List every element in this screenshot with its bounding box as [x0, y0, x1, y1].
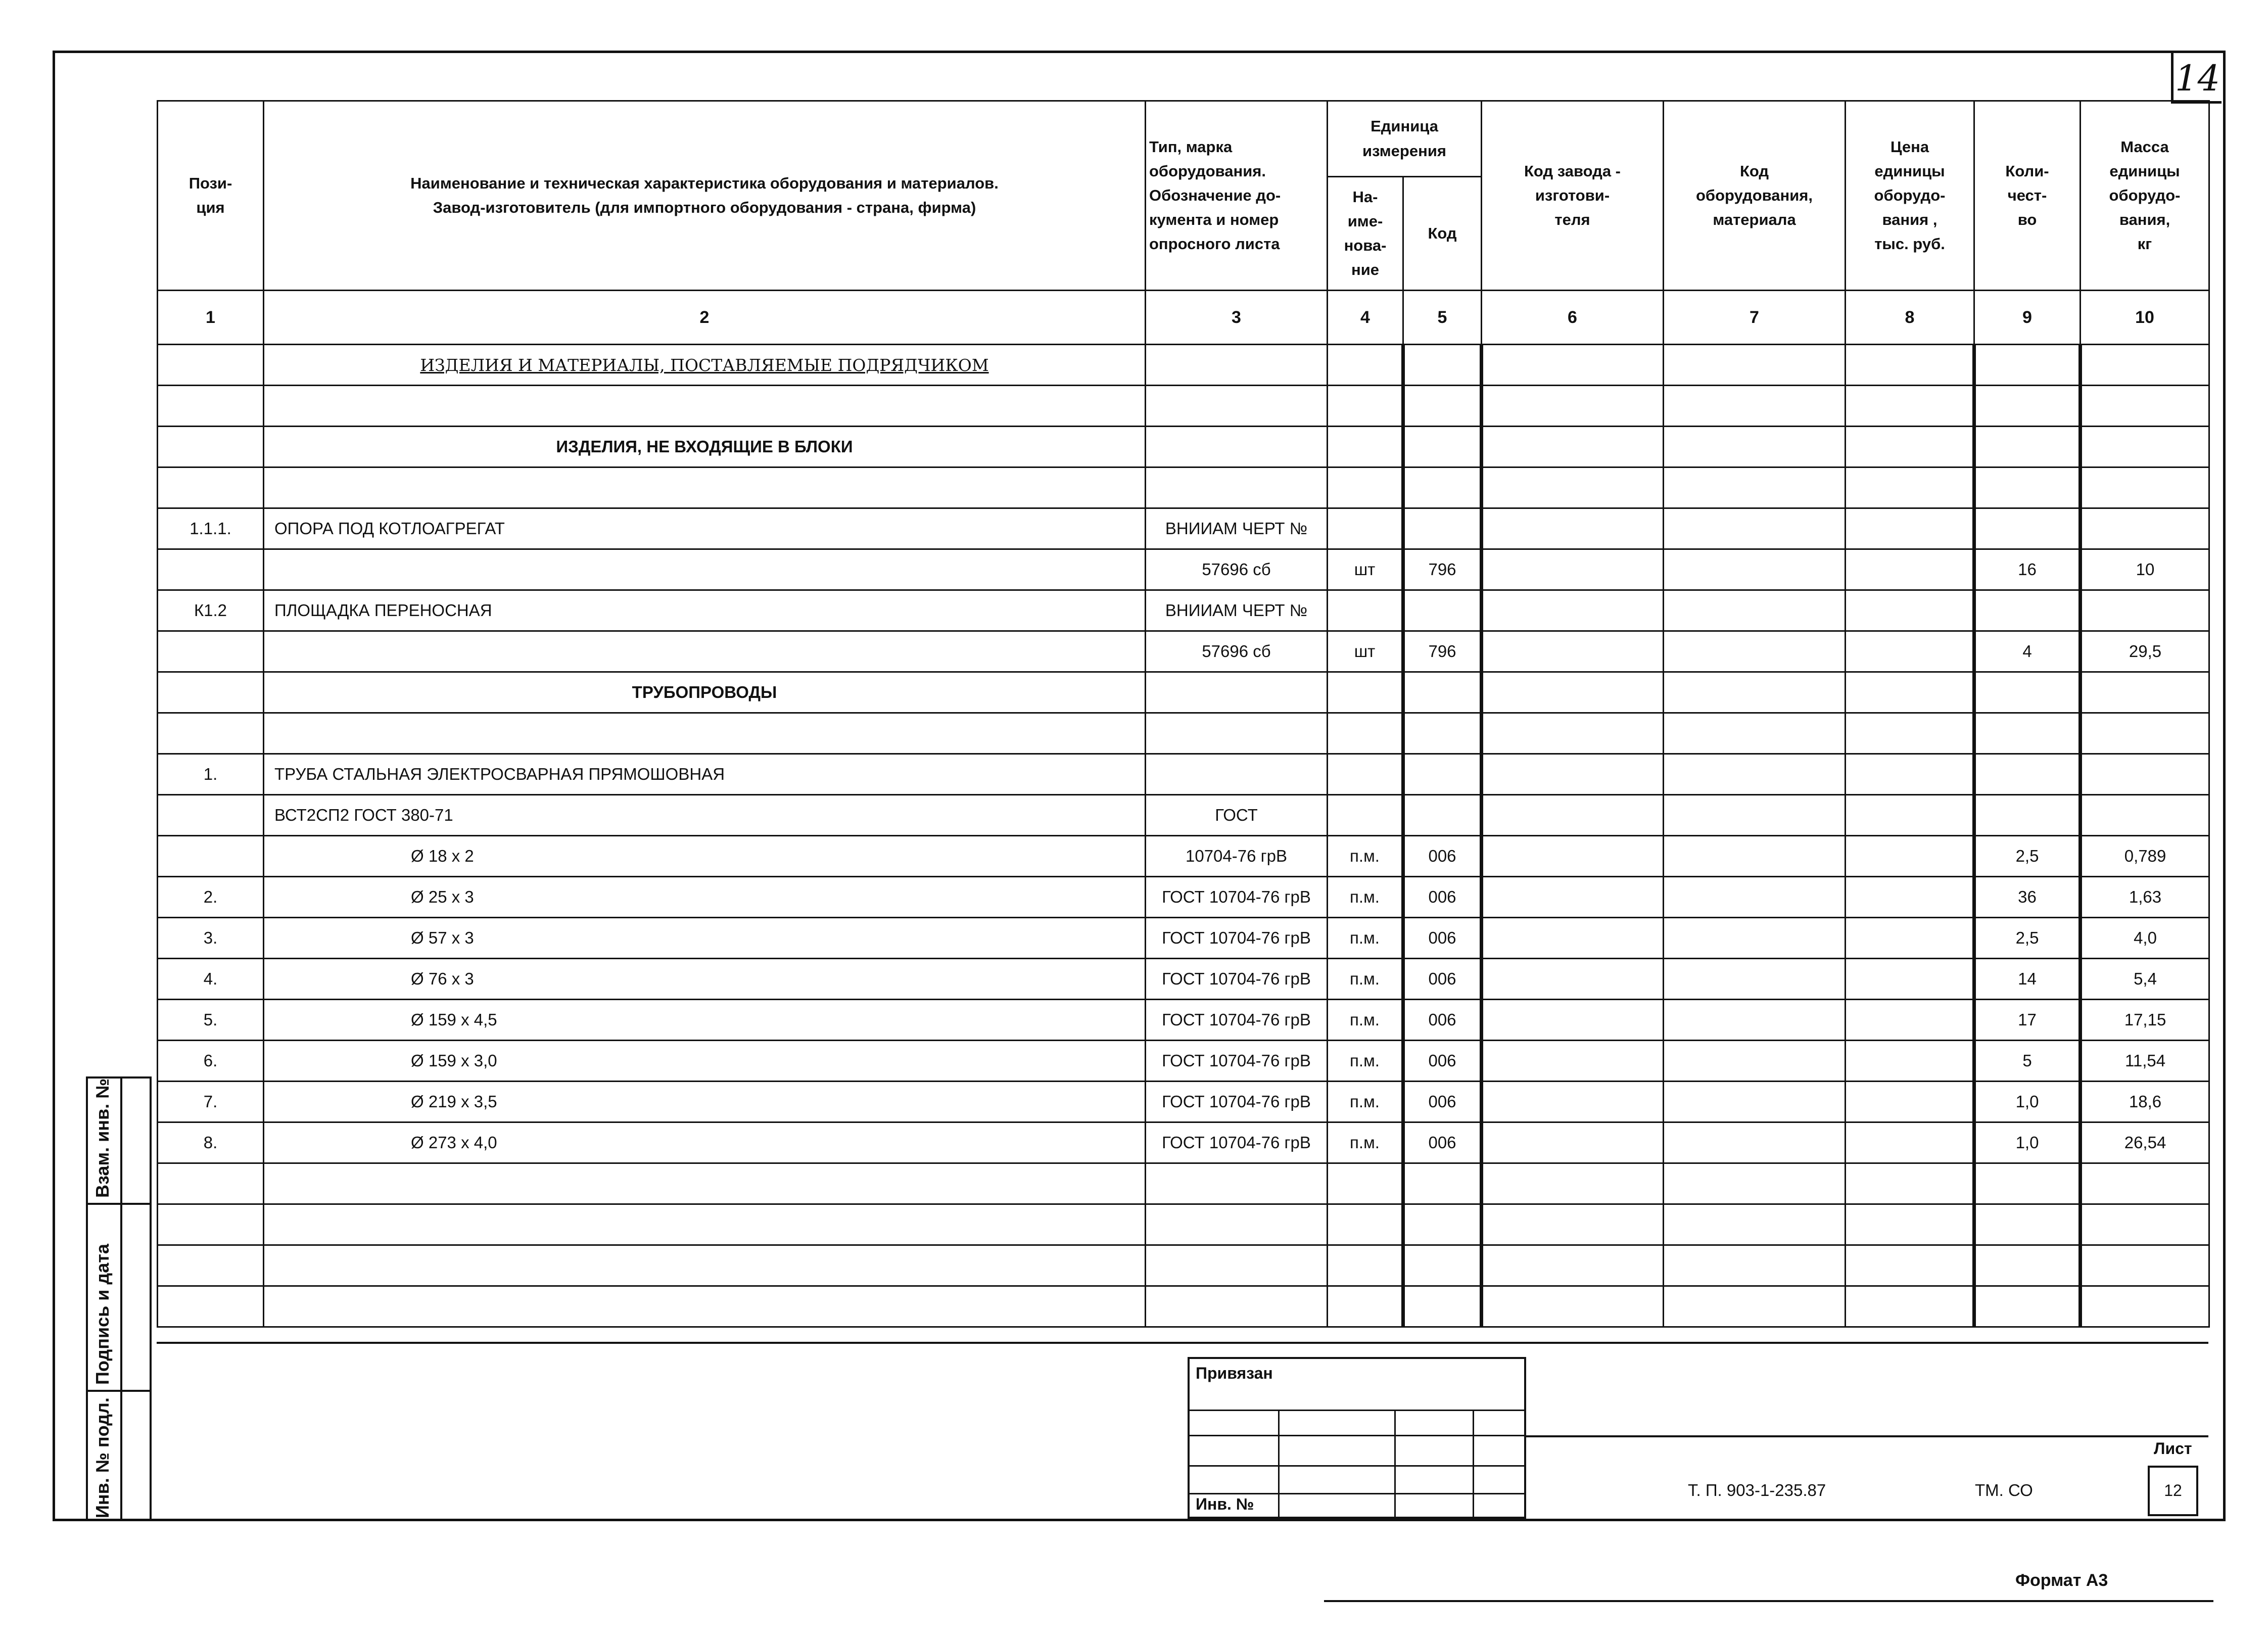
- cell-unit-code: 006: [1403, 877, 1482, 918]
- cell-mass: 11,54: [2081, 1041, 2209, 1082]
- doc-code: Т. П. 903-1-235.87: [1688, 1481, 1826, 1499]
- header-unit-name: На- име- нова- ние: [1328, 177, 1403, 291]
- cell-doc: 10704-76 грВ: [1146, 836, 1328, 877]
- cell-quantity: 1,0: [1974, 1122, 2081, 1163]
- table-row: [158, 631, 2209, 672]
- cell-mass: 17,15: [2081, 1000, 2209, 1041]
- table-row: [158, 427, 2209, 467]
- stamp-inv-number: Инв. №: [1196, 1495, 1254, 1513]
- cell-doc: ГОСТ: [1146, 795, 1328, 836]
- cell-doc: ГОСТ 10704-76 грВ: [1146, 1122, 1328, 1163]
- cell-doc: ГОСТ 10704-76 грВ: [1146, 1082, 1328, 1122]
- cell-pipe-dimension: Ø 273 x 4,0: [264, 1122, 1146, 1163]
- cell-name: ПЛОЩАДКА ПЕРЕНОСНАЯ: [264, 590, 1146, 631]
- sheet-handwritten-mark: 14: [2171, 53, 2222, 104]
- header-mass: Масса единицы оборудо- вания, кг: [2081, 101, 2209, 291]
- specification-table: [157, 100, 2210, 1328]
- table-row: [158, 386, 2209, 427]
- table-row: [158, 836, 2209, 877]
- table-row: [158, 713, 2209, 754]
- cell-quantity: 2,5: [1974, 836, 2081, 877]
- cell-quantity: 1,0: [1974, 1082, 2081, 1122]
- colnum-3: 3: [1146, 291, 1328, 345]
- cell-unit-code: 796: [1403, 549, 1482, 590]
- cell-name: ОПОРА ПОД КОТЛОАГРЕГАТ: [264, 508, 1146, 549]
- cell-unit: п.м.: [1328, 959, 1403, 1000]
- cell-unit: п.м.: [1328, 836, 1403, 877]
- cell-unit-code: 006: [1403, 959, 1482, 1000]
- cell-unit-code: 006: [1403, 1000, 1482, 1041]
- cell-unit: п.м.: [1328, 1000, 1403, 1041]
- cell-unit-code: 006: [1403, 1122, 1482, 1163]
- table-row: [158, 754, 2209, 795]
- bottom-rule: [1324, 1600, 2213, 1602]
- cell-unit-code: 006: [1403, 836, 1482, 877]
- cell-doc: ГОСТ 10704-76 грВ: [1146, 1041, 1328, 1082]
- colnum-9: 9: [1974, 291, 2081, 345]
- cell-quantity: 4: [1974, 631, 2081, 672]
- cell-mass: 0,789: [2081, 836, 2209, 877]
- cell-pipe-dimension: Ø 159 x 3,0: [264, 1041, 1146, 1082]
- table-row-empty: [158, 1245, 2209, 1286]
- cell-unit: п.м.: [1328, 877, 1403, 918]
- colnum-1: 1: [158, 291, 264, 345]
- table-row: [158, 959, 2209, 1000]
- header-factory-code: Код завода - изготови- теля: [1482, 101, 1664, 291]
- stamp-title: Привязан: [1196, 1364, 1273, 1382]
- cell-quantity: 14: [1974, 959, 2081, 1000]
- cell-position: 8.: [158, 1122, 264, 1163]
- table-row: [158, 549, 2209, 590]
- cell-quantity: 36: [1974, 877, 2081, 918]
- table-row-empty: [158, 1204, 2209, 1245]
- cell-pipe-dimension: Ø 18 x 2: [264, 836, 1146, 877]
- cell-quantity: 5: [1974, 1041, 2081, 1082]
- header-unit-code: Код: [1403, 177, 1482, 291]
- cell-mass: 26,54: [2081, 1122, 2209, 1163]
- cell-mass: 1,63: [2081, 877, 2209, 918]
- cell-mass: 4,0: [2081, 918, 2209, 959]
- cell-mass: 5,4: [2081, 959, 2209, 1000]
- cell-position: К1.2: [158, 590, 264, 631]
- strip-cell-signature: [88, 1205, 150, 1392]
- cell-position: 4.: [158, 959, 264, 1000]
- cell-steel-grade: ВСТ2СП2 ГОСТ 380-71: [264, 795, 1146, 836]
- column-numbers-row: [158, 291, 2209, 345]
- cell-mass: 29,5: [2081, 631, 2209, 672]
- cell-mass: 18,6: [2081, 1082, 2209, 1122]
- cell-doc: ГОСТ 10704-76 грВ: [1146, 1000, 1328, 1041]
- table-row: [158, 345, 2209, 386]
- table-row: [158, 467, 2209, 508]
- cell-doc: 57696 сб: [1146, 549, 1328, 590]
- cell-unit-code: 006: [1403, 1041, 1482, 1082]
- header-price: Цена единицы оборудо- вания , тыс. руб.: [1846, 101, 1974, 291]
- cell-position: [158, 836, 264, 877]
- side-stamp-strip: [86, 1076, 152, 1521]
- colnum-6: 6: [1482, 291, 1664, 345]
- cell-position: 5.: [158, 1000, 264, 1041]
- table-row: [158, 508, 2209, 549]
- colnum-7: 7: [1664, 291, 1846, 345]
- strip-label-signature: Подпись и дата: [92, 1244, 113, 1385]
- section-title-pipelines: ТРУБОПРОВОДЫ: [264, 672, 1146, 713]
- cell-doc: ГОСТ 10704-76 грВ: [1146, 918, 1328, 959]
- colnum-5: 5: [1403, 291, 1482, 345]
- cell-doc: ГОСТ 10704-76 грВ: [1146, 959, 1328, 1000]
- cell-name: ТРУБА СТАЛЬНАЯ ЭЛЕКТРОСВАРНАЯ ПРЯМОШОВНАЯ: [264, 754, 1146, 795]
- header-name: Наименование и техническая характеристика оборудования и материалов. Завод-изготовитель (для импортного оборудования - страна, фирма): [264, 101, 1146, 291]
- table-row-empty: [158, 1163, 2209, 1204]
- cell-unit-code: 006: [1403, 1082, 1482, 1122]
- cell-position: 3.: [158, 918, 264, 959]
- table-row-empty: [158, 1286, 2209, 1327]
- table-row: [158, 1082, 2209, 1122]
- table-row: [158, 1122, 2209, 1163]
- cell-unit: шт: [1328, 631, 1403, 672]
- table-row: [158, 1000, 2209, 1041]
- sheet-label: Лист: [2154, 1439, 2192, 1458]
- cell-pipe-dimension: Ø 76 x 3: [264, 959, 1146, 1000]
- cell-pipe-dimension: Ø 219 x 3,5: [264, 1082, 1146, 1122]
- colnum-2: 2: [264, 291, 1146, 345]
- cell-doc: ВНИИАМ ЧЕРТ №: [1146, 590, 1328, 631]
- cell-doc: ВНИИАМ ЧЕРТ №: [1146, 508, 1328, 549]
- header-quantity: Коли- чест- во: [1974, 101, 2081, 291]
- colnum-4: 4: [1328, 291, 1403, 345]
- cell-unit-code: 006: [1403, 918, 1482, 959]
- cell-unit: п.м.: [1328, 918, 1403, 959]
- cell-pipe-dimension: Ø 25 x 3: [264, 877, 1146, 918]
- table-row: [158, 1041, 2209, 1082]
- table-row: [158, 590, 2209, 631]
- table-row: [158, 918, 2209, 959]
- colnum-8: 8: [1846, 291, 1974, 345]
- table-bottom-line: [157, 1342, 2208, 1344]
- cell-unit: шт: [1328, 549, 1403, 590]
- cell-unit: п.м.: [1328, 1041, 1403, 1082]
- doc-mark: ТМ. СО: [1975, 1481, 2033, 1499]
- cell-doc: ГОСТ 10704-76 грВ: [1146, 877, 1328, 918]
- strip-cell-inv-orig: [88, 1392, 150, 1523]
- paper-format: Формат А3: [2015, 1571, 2108, 1590]
- header-position: Пози- ция: [158, 101, 264, 291]
- strip-label-replace-inv: Взам. инв. №: [92, 1078, 113, 1198]
- header-type: Тип, марка оборудования. Обозначение до- кумента и номер опросного листа: [1146, 101, 1328, 291]
- cell-quantity: 2,5: [1974, 918, 2081, 959]
- colnum-10: 10: [2081, 291, 2209, 345]
- cell-pipe-dimension: Ø 159 x 4,5: [264, 1000, 1146, 1041]
- cell-unit: п.м.: [1328, 1082, 1403, 1122]
- cell-unit: п.м.: [1328, 1122, 1403, 1163]
- header-unit-group: Единица измерения: [1328, 101, 1482, 177]
- linked-stamp: [1188, 1357, 1526, 1519]
- cell-pipe-dimension: Ø 57 x 3: [264, 918, 1146, 959]
- cell-position: 6.: [158, 1041, 264, 1082]
- cell-quantity: 16: [1974, 549, 2081, 590]
- cell-quantity: 17: [1974, 1000, 2081, 1041]
- cell-position: 2.: [158, 877, 264, 918]
- section-title-main: ИЗДЕЛИЯ И МАТЕРИАЛЫ, ПОСТАВЛЯЕМЫЕ ПОДРЯДЧИКОМ: [264, 345, 1146, 386]
- table-row: [158, 672, 2209, 713]
- title-block-line: [1526, 1435, 2208, 1437]
- strip-label-inv-orig: Инв. № подл.: [92, 1397, 113, 1518]
- cell-unit-code: 796: [1403, 631, 1482, 672]
- cell-position: 7.: [158, 1082, 264, 1122]
- cell-mass: 10: [2081, 549, 2209, 590]
- section-title-not-in-blocks: ИЗДЕЛИЯ, НЕ ВХОДЯЩИЕ В БЛОКИ: [264, 427, 1146, 467]
- sheet-number: 12: [2148, 1466, 2198, 1516]
- table-row: [158, 877, 2209, 918]
- strip-cell-replace-inv: [88, 1079, 150, 1205]
- cell-position: 1.1.1.: [158, 508, 264, 549]
- cell-doc: 57696 сб: [1146, 631, 1328, 672]
- cell-position: 1.: [158, 754, 264, 795]
- table-row: [158, 795, 2209, 836]
- header-equipment-code: Код оборудования, материала: [1664, 101, 1846, 291]
